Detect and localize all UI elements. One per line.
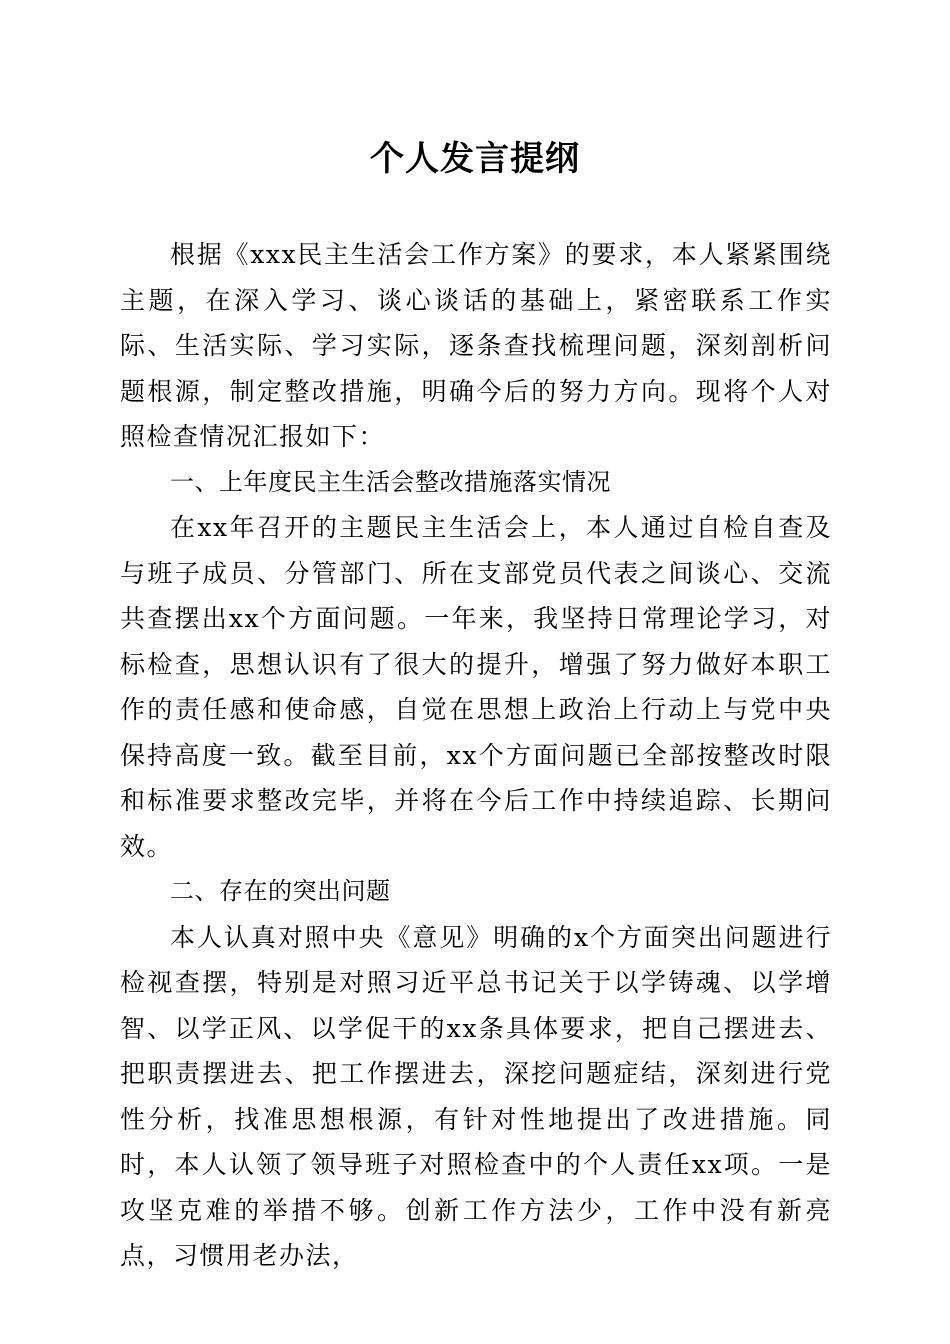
section-2-paragraph: 本人认真对照中央《意见》明确的x个方面突出问题进行检视查摆，特别是对照习近平总书记关于以学铸魂、以学增智、以学正风、以学促干的xx条具体要求，把自己摆进去、把职责摆进去、把工作摆进去，深挖问题症结，深刻进行党性分析，找准思想根源，有针对性地提出了改进措施。同时，本人认领了领导班子对照检查中的个人责任xx项。一是攻坚克难的举措不够。创新工作方法少，工作中没有新亮点，习惯用老办法， [120,922,832,1270]
intro-paragraph: 根据《xxx民主生活会工作方案》的要求，本人紧紧围绕主题，在深入学习、谈心谈话的基础上，紧密联系工作实际、生活实际、学习实际，逐条查找梳理问题，深刻剖析问题根源，制定整改措施，明确今后的努力方向。现将个人对照检查情况汇报如下： [120,240,832,451]
section-1-heading: 一、上年度民主生活会整改措施落实情况 [170,467,611,496]
section-1-paragraph: 在xx年召开的主题民主生活会上，本人通过自检自查及与班子成员、分管部门、所在支部党员代表之间谈心、交流共查摆出xx个方面问题。一年来，我坚持日常理论学习，对标检查，思想认识有了很大的提升，增强了努力做好本职工作的责任感和使命感，自觉在思想上政治上行动上与党中央保持高度一致。截至目前，xx个方面问题已全部按整改时限和标准要求整改完毕，并将在今后工作中持续追踪、长期问效。 [120,513,832,861]
document-title: 个人发言提纲 [370,139,580,179]
document-body [120,232,832,1279]
section-2-heading: 二、存在的突出问题 [170,877,391,905]
